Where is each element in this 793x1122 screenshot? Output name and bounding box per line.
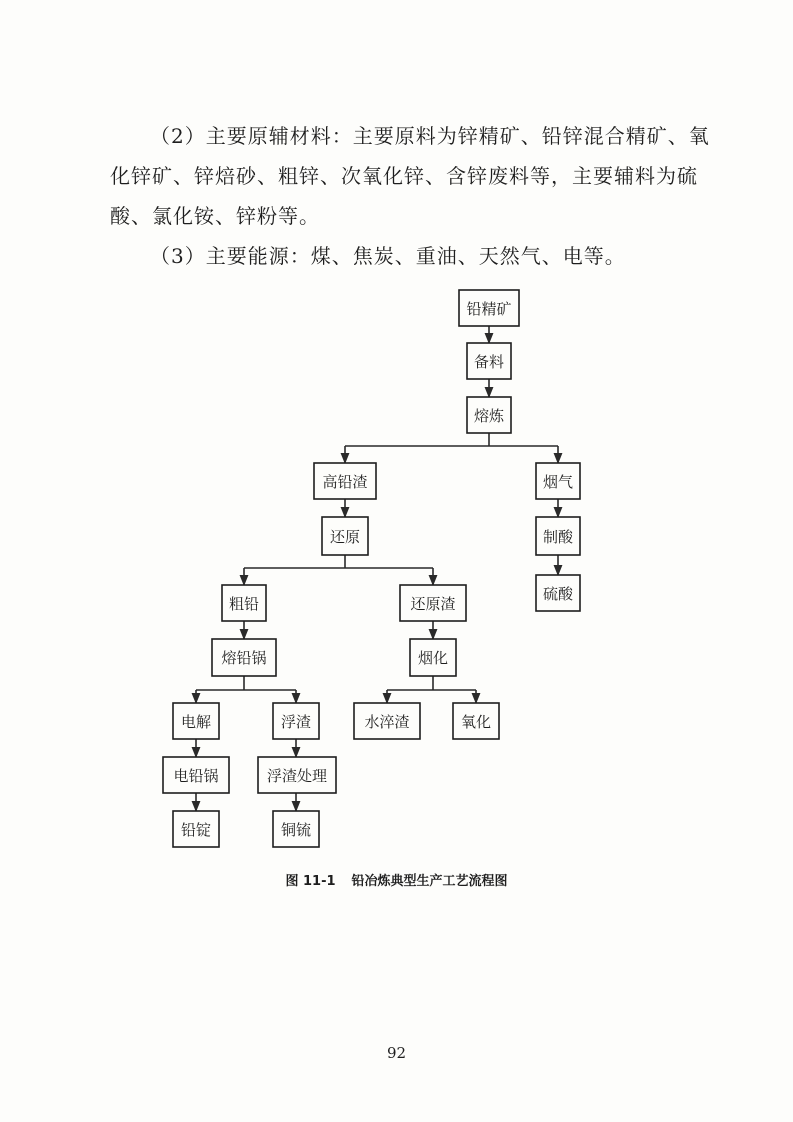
- node-fuming: [410, 639, 456, 676]
- svg-text:铜锍: 铜锍: [280, 821, 312, 839]
- node-lead-pot: [212, 639, 276, 676]
- node-water-quenched-slag: [354, 703, 420, 739]
- node-high-lead-slag: [314, 463, 376, 499]
- node-smelting: [467, 397, 511, 433]
- node-dross: [273, 703, 319, 739]
- svg-text:电解: 电解: [180, 713, 212, 731]
- raw-materials-paragraph: （2）主要原辅材料：主要原料为锌精矿、铅锌混合精矿、氧化锌矿、锌焙砂、粗锌、次氧化锌、含锌废料等，主要辅料为硫酸、氯化铵、锌粉等。: [110, 124, 710, 228]
- svg-text:硫酸: 硫酸: [542, 585, 574, 603]
- node-flue-gas: [536, 463, 580, 499]
- energy-paragraph: （3）主要能源：煤、焦炭、重油、天然气、电等。: [150, 244, 626, 268]
- figure-caption: [0, 870, 793, 889]
- svg-text:还原: 还原: [329, 528, 361, 546]
- node-crude-lead: [222, 585, 266, 621]
- svg-text:备料: 备料: [473, 353, 505, 371]
- node-dross-treatment: [258, 757, 336, 793]
- page-number: 92: [386, 1044, 407, 1062]
- node-reduced-slag: [400, 585, 466, 621]
- figure-title: 铅冶炼典型生产工艺流程图: [351, 874, 508, 889]
- node-lead-ingot: [173, 811, 219, 847]
- figure-number: 图 11-1: [285, 874, 336, 889]
- svg-text:制酸: 制酸: [542, 528, 574, 546]
- node-sulfuric-acid: [536, 575, 580, 611]
- svg-text:浮渣: 浮渣: [280, 713, 312, 731]
- node-lead-concentrate: [459, 290, 519, 326]
- svg-text:高铅渣: 高铅渣: [322, 473, 368, 491]
- node-electrolytic-lead-pot: [163, 757, 229, 793]
- node-electrolysis: [173, 703, 219, 739]
- svg-text:电铅锅: 电铅锅: [173, 767, 219, 785]
- svg-text:浮渣处理: 浮渣处理: [266, 767, 328, 785]
- node-copper-matte: [273, 811, 319, 847]
- svg-text:粗铅: 粗铅: [228, 595, 260, 613]
- svg-text:熔铅锅: 熔铅锅: [221, 649, 267, 667]
- svg-text:水淬渣: 水淬渣: [364, 713, 410, 731]
- node-acid-making: [536, 517, 580, 555]
- svg-text:氧化: 氧化: [460, 713, 492, 731]
- node-batching: [467, 343, 511, 379]
- node-reduction: [322, 517, 368, 555]
- svg-text:熔炼: 熔炼: [473, 407, 505, 425]
- svg-text:烟气: 烟气: [542, 473, 574, 491]
- svg-text:烟化: 烟化: [417, 649, 449, 667]
- node-oxidation: [453, 703, 499, 739]
- svg-text:还原渣: 还原渣: [410, 595, 456, 613]
- svg-text:铅锭: 铅锭: [180, 821, 212, 839]
- svg-text:铅精矿: 铅精矿: [466, 300, 512, 318]
